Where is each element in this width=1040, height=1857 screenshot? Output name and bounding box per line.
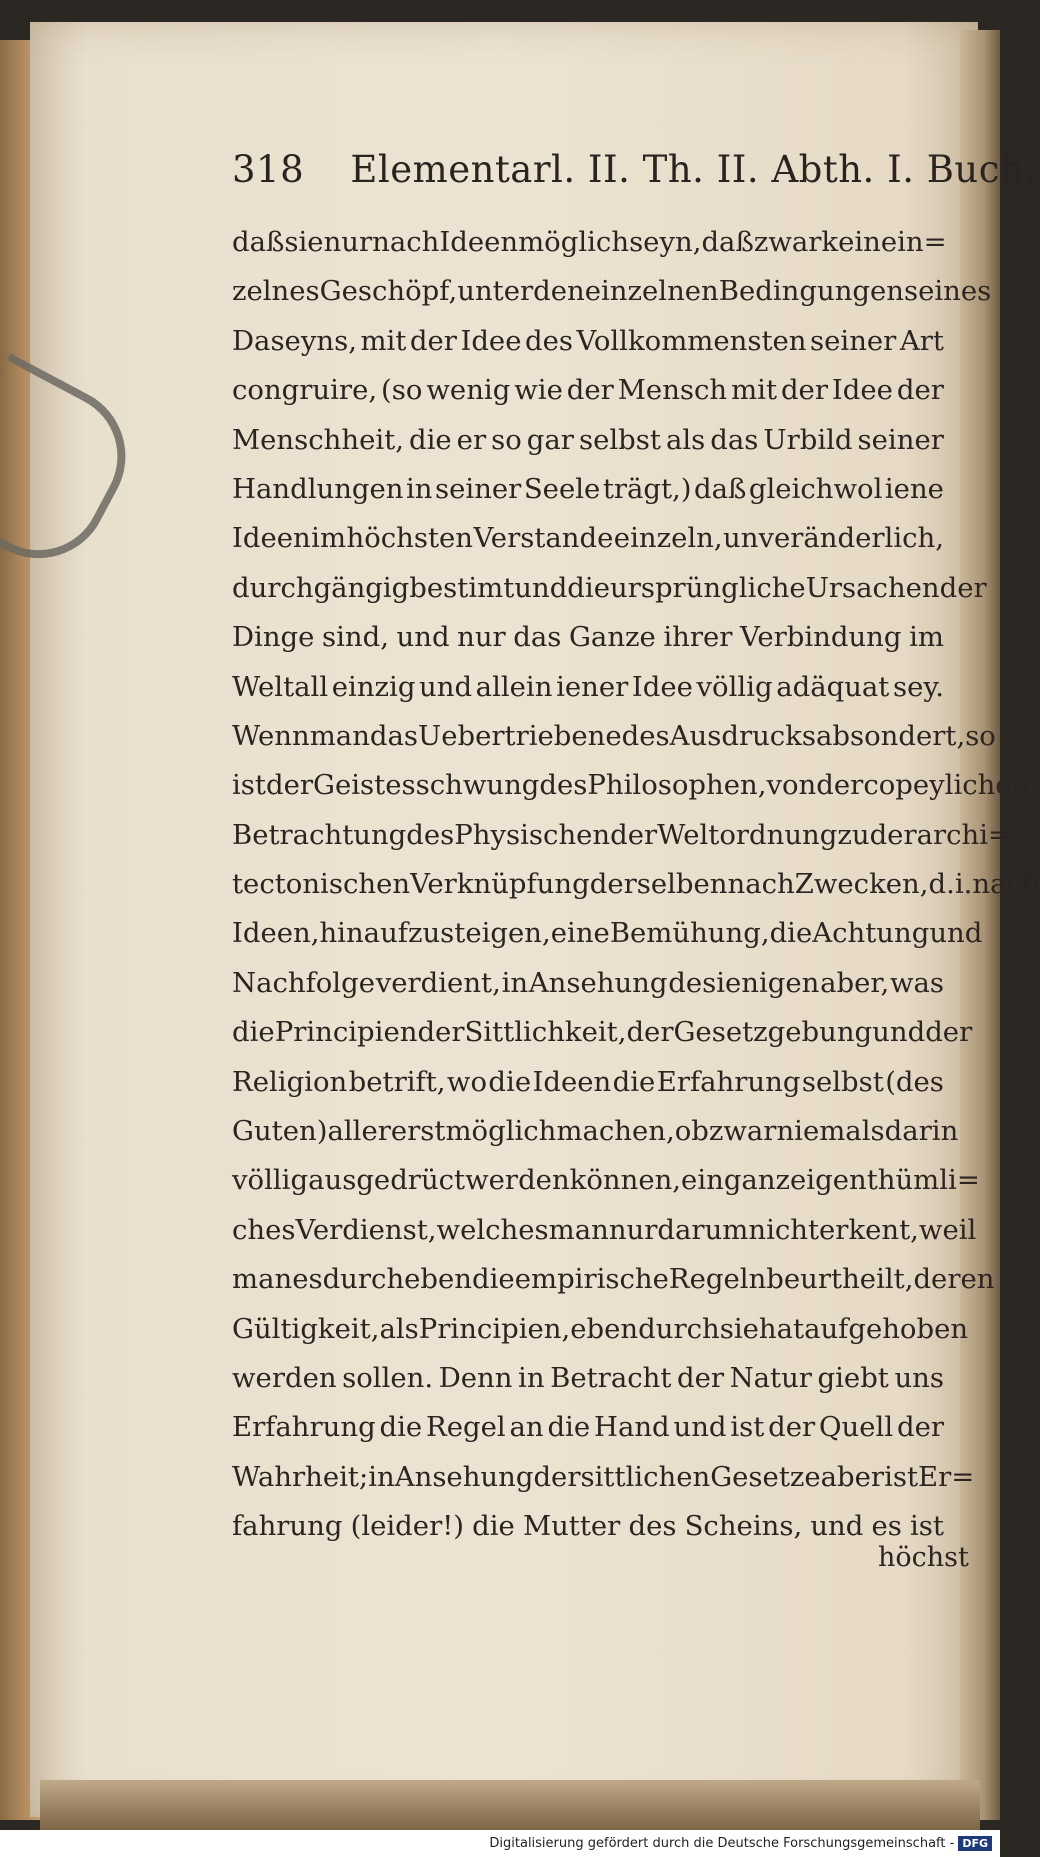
word: congruire,: [232, 374, 378, 407]
word: wie: [514, 374, 563, 407]
word: Philosophen,: [587, 769, 767, 802]
word: Gesetzgebung: [673, 1016, 873, 1049]
word: Urbild: [763, 423, 853, 456]
word: Verknüpfung: [410, 868, 590, 901]
word: sey.: [892, 670, 944, 703]
word: an: [509, 1411, 544, 1444]
word: Idee: [460, 324, 522, 357]
word: der: [896, 1411, 944, 1444]
word: der: [265, 769, 313, 802]
page-number: 318: [232, 148, 305, 191]
word: Mensch: [617, 374, 728, 407]
word: Seele: [523, 472, 601, 505]
word: Physischen: [454, 818, 611, 851]
word: Geistesschwung: [313, 769, 540, 802]
word: ist: [730, 1411, 765, 1444]
word: ursprüngliche: [609, 571, 806, 604]
word: daß: [232, 226, 285, 258]
word: mit: [360, 324, 407, 357]
word: nur: [608, 1213, 658, 1246]
word: Menschheit,: [232, 423, 404, 456]
word: empirische: [514, 1263, 669, 1296]
word: des: [406, 818, 455, 851]
word: Ideen: [232, 522, 311, 555]
word: hinaufzusteigen,: [319, 917, 551, 950]
word: nach: [727, 868, 795, 901]
word: Erfahrung: [232, 1411, 376, 1444]
word: Quell: [819, 1411, 894, 1444]
word: zelnes: [232, 275, 320, 308]
word: Idee: [831, 374, 893, 407]
word: Regel: [426, 1411, 506, 1444]
word: Zwecken,: [794, 868, 929, 901]
text-line: [232, 1058, 944, 1107]
word: (des: [885, 1065, 944, 1098]
word: Weltall: [232, 670, 329, 703]
word: der: [925, 1016, 973, 1049]
word: Gültigkeit,: [232, 1312, 380, 1345]
word: nicht: [748, 1213, 820, 1246]
text-line: [232, 959, 944, 1008]
word: desienigen: [668, 966, 820, 999]
word: Handlungen: [232, 472, 404, 505]
running-title: Elementarl. II. Th. II. Abth. I. Buch.: [350, 148, 1037, 191]
word: werden: [465, 1164, 570, 1197]
word: und: [514, 571, 568, 604]
dfg-logo: DFG: [958, 1836, 992, 1851]
text-line: [232, 1403, 944, 1452]
word: Erfahrung: [656, 1065, 801, 1098]
body-text: [232, 218, 1040, 1552]
word: die: [379, 1411, 423, 1444]
word: einzig: [331, 670, 416, 703]
word: die: [612, 1065, 656, 1098]
word: nach: [972, 868, 1040, 901]
word: höchsten: [346, 522, 474, 555]
word: Verbindung: [740, 621, 902, 654]
word: Bemühung,: [609, 917, 770, 950]
word: die: [472, 1263, 515, 1296]
text-line: [232, 1305, 969, 1354]
word: mit: [731, 374, 778, 407]
word: daß: [694, 472, 747, 505]
word: Er=: [918, 1460, 975, 1493]
word: werden: [232, 1361, 337, 1394]
word: ein=: [880, 226, 947, 258]
text-line: [232, 860, 1040, 909]
digitization-credit: Digitalisierung gefördert durch die Deutsche Forschungsgemeinschaft -: [489, 1836, 955, 1851]
word: beurtheilt,: [766, 1263, 914, 1296]
word: iener: [556, 670, 629, 703]
word: selbst: [578, 423, 661, 456]
word: das: [369, 719, 419, 752]
word: der: [780, 374, 828, 407]
word: Ideen: [532, 1065, 612, 1098]
word: Religion: [232, 1065, 348, 1098]
word: machen,: [556, 1115, 675, 1148]
word: tectonischen: [232, 868, 411, 901]
word: und: [396, 621, 450, 654]
word: er: [456, 423, 487, 456]
text-line: [232, 514, 944, 563]
word: der: [610, 818, 658, 851]
text-line: [232, 416, 944, 465]
word: Guten): [232, 1115, 328, 1148]
word: Daseyns,: [232, 324, 357, 357]
word: die: [472, 1510, 515, 1543]
word: Idee: [631, 670, 693, 703]
word: darin: [884, 1115, 959, 1148]
word: sie: [284, 226, 324, 258]
word: giebt: [817, 1361, 889, 1394]
word: so: [965, 719, 996, 752]
text-line: [232, 317, 944, 366]
word: die: [488, 1065, 532, 1098]
word: eben: [404, 1263, 473, 1296]
word: eigenthümli=: [790, 1164, 980, 1197]
text-line: [232, 712, 996, 761]
word: völlig: [696, 670, 773, 703]
word: Verstande: [473, 522, 614, 555]
word: Sittlichkeit,: [464, 1016, 627, 1049]
word: aufgehoben: [804, 1312, 969, 1345]
word: Vollkommensten: [576, 324, 807, 357]
word: obzwar: [674, 1115, 777, 1148]
word: der: [939, 571, 987, 604]
text-line: [232, 1255, 995, 1304]
word: niemals: [776, 1115, 885, 1148]
word: wo: [446, 1065, 488, 1098]
word: und: [419, 670, 473, 703]
text-line: [232, 1502, 944, 1551]
word: des: [628, 1510, 677, 1543]
word: erkent,: [819, 1213, 919, 1246]
text-line: [232, 613, 944, 662]
word: Verdienst,: [295, 1213, 437, 1246]
word: selbst: [801, 1065, 884, 1098]
running-header: [232, 148, 1037, 208]
word: nur: [457, 621, 506, 654]
word: der: [566, 374, 614, 407]
word: ist: [909, 1510, 944, 1543]
word: der: [626, 1016, 674, 1049]
word: ist: [232, 769, 266, 802]
text-line: [232, 366, 944, 415]
word: eben: [570, 1312, 639, 1345]
word: Uebertriebene: [418, 719, 622, 752]
word: Scheins,: [684, 1510, 803, 1543]
word: bestimt: [409, 571, 515, 604]
word: und: [673, 1411, 727, 1444]
word: Dinge: [232, 621, 315, 654]
word: des: [524, 324, 573, 357]
word: (leider!): [350, 1510, 464, 1543]
word: der: [676, 1361, 724, 1394]
text-line: [232, 1107, 959, 1156]
word: ein: [681, 1164, 724, 1197]
word: nach: [372, 226, 440, 258]
word: copeylichen: [863, 769, 1030, 802]
word: sittlichen: [580, 1460, 711, 1493]
word: allein: [475, 670, 553, 703]
word: der: [896, 374, 944, 407]
text-line: [232, 909, 983, 958]
word: Principien: [274, 1016, 418, 1049]
word: ganz: [723, 1164, 791, 1197]
word: fahrung: [232, 1510, 343, 1543]
word: welches: [436, 1213, 549, 1246]
word: Achtung: [812, 917, 930, 950]
word: und: [872, 1016, 926, 1049]
page-bottom-edge: [40, 1780, 980, 1830]
word: das: [710, 423, 759, 456]
word: so: [491, 423, 522, 456]
word: trägt,): [602, 472, 692, 505]
word: es: [871, 1510, 902, 1543]
word: durchgängig: [232, 571, 410, 604]
word: von: [766, 769, 817, 802]
word: Nachfolge: [232, 966, 375, 999]
footer-bar: [0, 1830, 1000, 1857]
word: betrift,: [348, 1065, 446, 1098]
word: der: [409, 324, 457, 357]
word: absondert,: [815, 719, 966, 752]
word: der: [869, 818, 917, 851]
word: Ursachen: [805, 571, 940, 604]
word: im: [311, 522, 347, 555]
word: derselben: [589, 868, 728, 901]
word: allererst: [327, 1115, 446, 1148]
word: in: [368, 1460, 395, 1493]
word: Betracht: [550, 1361, 672, 1394]
text-line: [232, 663, 944, 712]
word: zwar: [753, 226, 822, 258]
word: sollen.: [342, 1361, 434, 1394]
text-line: [232, 564, 987, 613]
word: man: [309, 719, 370, 752]
word: adäquat: [776, 670, 890, 703]
word: die: [567, 571, 610, 604]
word: die: [408, 423, 452, 456]
word: durch: [638, 1312, 720, 1345]
word: sind,: [322, 621, 389, 654]
word: des: [621, 719, 670, 752]
word: unveränderlich,: [723, 522, 944, 555]
word: Mutter: [522, 1510, 621, 1543]
word: archi=: [916, 818, 1012, 851]
word: Ansehung: [528, 966, 668, 999]
word: ausgedrüct: [308, 1164, 466, 1197]
word: ihrer: [663, 621, 733, 654]
word: aber,: [820, 966, 890, 999]
word: und: [929, 917, 983, 950]
word: Betrachtung: [232, 818, 407, 851]
text-line: [232, 1008, 973, 1057]
word: einzelnen: [584, 275, 719, 308]
word: man: [232, 1263, 293, 1296]
word: Weltordnung: [657, 818, 838, 851]
word: völlig: [232, 1164, 309, 1197]
word: die: [547, 1411, 591, 1444]
word: gar: [526, 423, 574, 456]
word: ches: [232, 1213, 296, 1246]
word: sie: [719, 1312, 759, 1345]
word: daß: [701, 226, 754, 258]
word: d.: [928, 868, 955, 901]
word: des: [539, 769, 588, 802]
word: durch: [322, 1263, 405, 1296]
word: Principien,: [418, 1312, 571, 1345]
word: in: [406, 472, 433, 505]
word: wenig: [426, 374, 511, 407]
word: Natur: [729, 1361, 812, 1394]
word: i.: [954, 868, 973, 901]
word: nur: [323, 226, 373, 258]
word: Ausdrucks: [669, 719, 816, 752]
word: was: [889, 966, 944, 999]
word: seiner: [435, 472, 522, 505]
word: Ansehung: [394, 1460, 534, 1493]
text-line: [232, 761, 1030, 810]
word: Art: [899, 324, 944, 357]
word: darum: [657, 1213, 749, 1246]
catchword: höchst: [878, 1542, 969, 1573]
text-line: [232, 1206, 977, 1255]
word: (so: [381, 374, 423, 407]
word: seyn,: [629, 226, 702, 258]
text-line: [232, 1354, 944, 1403]
word: Ideen: [439, 226, 519, 258]
word: deren: [913, 1263, 995, 1296]
text-line: [232, 465, 944, 514]
word: Wahrheit;: [232, 1460, 369, 1493]
word: Regeln: [668, 1263, 767, 1296]
word: seines: [904, 275, 992, 308]
word: einzeln,: [613, 522, 723, 555]
word: als: [665, 423, 706, 456]
word: Ganze: [568, 621, 656, 654]
word: aber: [820, 1460, 885, 1493]
word: Ideen,: [232, 917, 320, 950]
word: möglich: [518, 226, 630, 258]
word: kein: [821, 226, 881, 258]
word: es: [292, 1263, 323, 1296]
word: weil: [918, 1213, 977, 1246]
word: möglich: [445, 1115, 557, 1148]
text-line: [232, 1453, 975, 1502]
word: seiner: [857, 423, 944, 456]
word: der: [816, 769, 864, 802]
text-line: [232, 218, 947, 267]
word: in: [501, 966, 529, 999]
word: Hand: [593, 1411, 670, 1444]
word: und: [810, 1510, 864, 1543]
word: eine: [550, 917, 610, 950]
word: die: [769, 917, 813, 950]
word: seiner: [810, 324, 897, 357]
word: in: [518, 1361, 545, 1394]
word: können,: [569, 1164, 682, 1197]
word: der: [768, 1411, 816, 1444]
word: als: [379, 1312, 419, 1345]
word: iene: [884, 472, 944, 505]
word: zu: [837, 818, 870, 851]
word: der: [417, 1016, 465, 1049]
word: den: [533, 275, 585, 308]
word: Geschöpf,: [319, 275, 458, 308]
word: Wenn: [232, 719, 310, 752]
word: Denn: [438, 1361, 513, 1394]
word: Gesetze: [710, 1460, 821, 1493]
word: unter: [457, 275, 534, 308]
word: die: [232, 1016, 275, 1049]
word: uns: [894, 1361, 944, 1394]
word: der: [533, 1460, 581, 1493]
word: Bedingungen: [718, 275, 904, 308]
word: gleichwol: [748, 472, 883, 505]
word: man: [548, 1213, 609, 1246]
word: das: [513, 621, 562, 654]
word: im: [909, 621, 944, 654]
word: ist: [884, 1460, 919, 1493]
word: verdient,: [375, 966, 501, 999]
text-line: [232, 267, 992, 316]
word: hat: [758, 1312, 805, 1345]
text-line: [232, 1156, 980, 1205]
text-line: [232, 811, 1012, 860]
